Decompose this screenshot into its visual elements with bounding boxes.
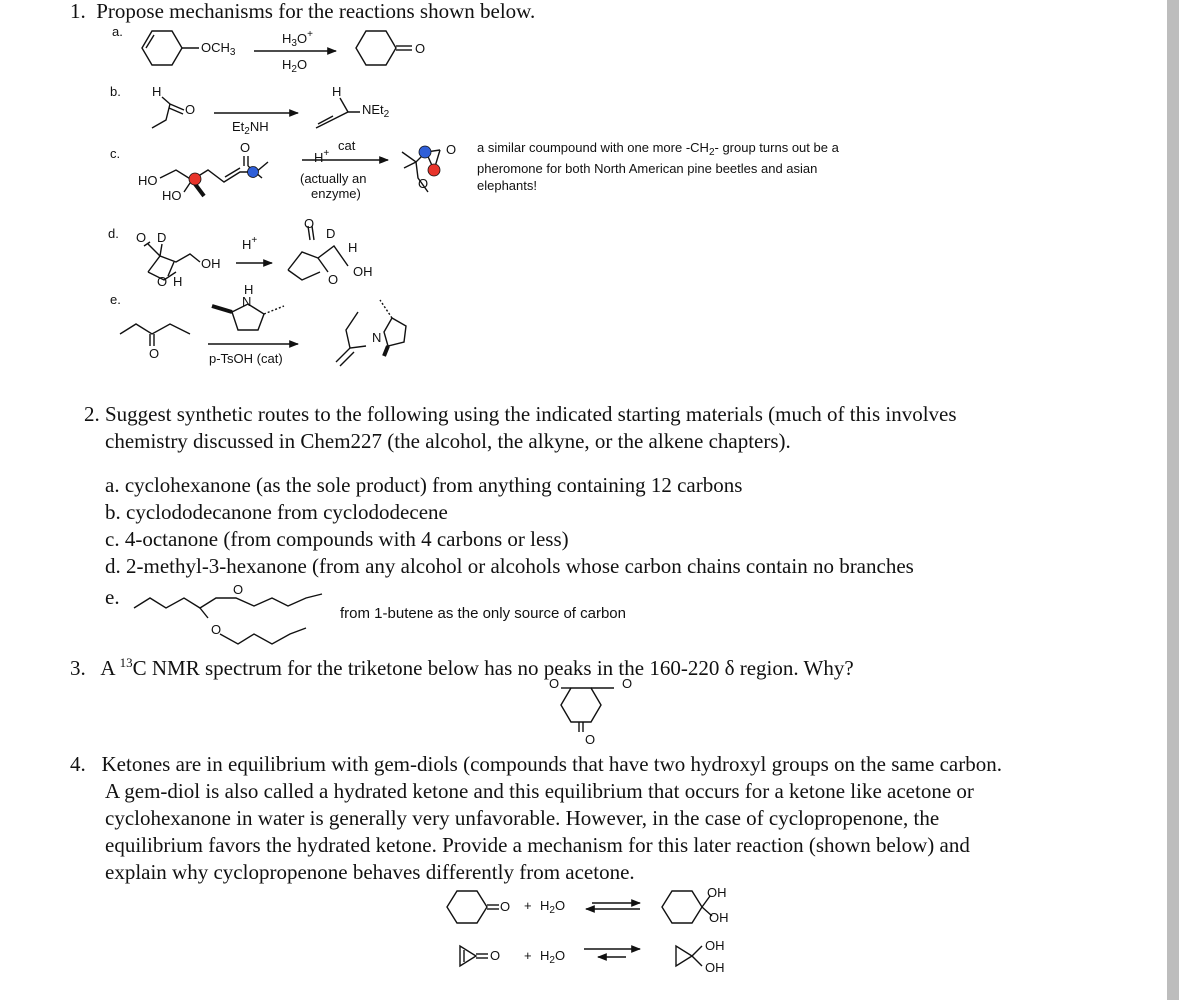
q2-item-b: b. cyclododecanone from cyclododecene xyxy=(105,500,448,524)
q1b-reactant-o: O xyxy=(185,102,196,117)
q4-line-3: cyclohexanone in water is generally very unfavorable. However, in the case of cyclopropenone, the xyxy=(105,806,940,830)
q2-item-d: d. 2-methyl-3-hexanone (from any alcohol or alcohols whose carbon chains contain no branches xyxy=(105,554,914,578)
q1d-product-h: H xyxy=(348,240,358,255)
q4-eq1-o: O xyxy=(500,899,511,914)
q2e-structure xyxy=(134,594,322,644)
q1b-product-structure xyxy=(316,98,360,128)
q4-eq2-diol-structure xyxy=(676,946,702,966)
q1a-product-structure xyxy=(356,31,412,65)
q4-eq1-water: $H_2O$ xyxy=(540,898,566,916)
q4-line-5: explain why cyclopropenone behaves differently from acetone. xyxy=(105,860,635,884)
q1b-reagent: $Et_2NH$ xyxy=(232,119,269,137)
q1a-reagent-top: $H_3O^+$ xyxy=(282,29,313,49)
q4-eq2-oh-2: OH xyxy=(705,960,725,975)
q1d-oh: OH xyxy=(201,256,221,271)
q4-eq1-plus: + xyxy=(524,898,532,913)
q3-o-bottom: O xyxy=(585,732,596,747)
q4-eq1-arrows xyxy=(586,903,640,909)
q1a-reactant-structure xyxy=(142,31,199,65)
q1e-reagent: p-TsOH (cat) xyxy=(209,351,283,366)
q2e-ether-o: O xyxy=(211,622,222,637)
q3-heading: 3. A $^{13}$C NMR spectrum for the triketone below has no peaks in the 160-220 δ region. Why? xyxy=(70,655,854,680)
q2-item-c: c. 4-octanone (from compounds with 4 carbons or less) xyxy=(105,527,569,551)
q4-eq2-o: O xyxy=(490,948,501,963)
q3-text: C NMR spectrum for the triketone below has no peaks in the 160-220 δ region. Why? xyxy=(132,656,854,680)
q1-title: Propose mechanisms for the reactions shown below. xyxy=(96,0,536,23)
q1e-amine-h: H xyxy=(244,282,254,297)
q1c-catalyst-h: H+ xyxy=(314,148,330,165)
q4-eq2-plus: + xyxy=(524,948,532,963)
q1a-reagent-bottom: $H_2O$ xyxy=(282,57,308,75)
q1c-ho-1: HO xyxy=(138,173,158,188)
q1-number: 1. xyxy=(70,0,86,23)
q4-eq2-arrows xyxy=(584,949,640,957)
q3-isotope: 13 xyxy=(119,655,133,670)
q1e-product-structure xyxy=(336,300,406,366)
q2e-note: from 1-butene as the only source of carbon xyxy=(340,605,626,622)
q1c-product-o1: O xyxy=(446,142,457,157)
q4-eq1-ketone-structure xyxy=(447,891,499,923)
scrollbar[interactable] xyxy=(1167,0,1179,1000)
q4-line-4: equilibrium favors the hydrated ketone. Provide a mechanism for this later reaction (shown below) and xyxy=(105,833,970,857)
q2-title-2: chemistry discussed in Chem227 (the alcohol, the alkyne, or the alkene chapters). xyxy=(105,429,791,453)
q1d-h-ring: H xyxy=(173,274,183,289)
q4-eq2-ketone-structure xyxy=(460,946,488,966)
q1d-product-d: D xyxy=(326,226,336,241)
q1d-product-oh: OH xyxy=(353,264,373,279)
q1b-product-h: H xyxy=(332,84,342,99)
q1a-label: a. xyxy=(112,24,123,39)
q1c-catalyst: cat xyxy=(338,138,356,153)
q4-eq2-oh-1: OH xyxy=(705,938,725,953)
q1b-product-group: NEt$_2$ xyxy=(362,102,390,120)
q1e-amine-structure xyxy=(212,304,284,330)
q1b-reactant-structure xyxy=(152,97,184,128)
q1c-note-2: enzyme) xyxy=(311,186,361,201)
q3-triketone-structure xyxy=(561,688,614,732)
q1b-reactant-h: H xyxy=(152,84,162,99)
q1d-o-ring: O xyxy=(157,274,168,289)
q3-o-left: O xyxy=(549,676,560,691)
q1d-d-top: D xyxy=(157,230,167,245)
q1d-o-top: O xyxy=(136,230,147,245)
q1a-reactant-group: $OCH_3$ xyxy=(201,40,236,58)
q1c-ketone-o: O xyxy=(240,140,251,155)
q1c-note-1: (actually an xyxy=(300,171,367,186)
q2-item-a: a. cyclohexanone (as the sole product) from anything containing 12 carbons xyxy=(105,473,743,497)
q1d-product-structure xyxy=(288,226,348,280)
q1c-product-structure xyxy=(402,146,440,192)
q1d-label: d. xyxy=(108,226,119,241)
q1c-ho-2: HO xyxy=(162,188,182,203)
q1c-comment-line-2: pheromone for both North American pine beetles and asian xyxy=(477,161,818,176)
q1a-product-oxygen: O xyxy=(415,41,426,56)
q1c-comment-line-3: elephants! xyxy=(477,178,537,193)
q1d-reactant-structure xyxy=(144,242,200,280)
q3-o-right: O xyxy=(622,676,633,691)
q4-eq1-oh-2: OH xyxy=(709,910,729,925)
q1e-ketone-o: O xyxy=(149,346,160,361)
q4-eq1-oh-1: OH xyxy=(707,885,727,900)
q1e-ketone-structure xyxy=(120,324,190,346)
q1c-product-o2: O xyxy=(418,176,429,191)
q4-heading-line-1: 4. Ketones are in equilibrium with gem-diols (compounds that have two hydroxyl groups on the same carbon. xyxy=(70,752,1002,776)
q1c-label: c. xyxy=(110,146,121,161)
q1c-reactant-structure xyxy=(160,156,268,196)
q1e-product-n: N xyxy=(372,330,382,345)
q4-line-2: A gem-diol is also called a hydrated ketone and this equilibrium that occurs for a ketone like acetone or xyxy=(105,779,974,803)
q2-number: 2. xyxy=(84,402,100,426)
q1b-label: b. xyxy=(110,84,121,99)
q1d-product-o: O xyxy=(304,216,315,231)
q2-title-1: Suggest synthetic routes to the following using the indicated starting materials (much of this involves xyxy=(105,402,957,426)
q1c-comment-line-1: a similar coumpound with one more $-CH_2-$ group turns out be a xyxy=(477,140,839,158)
q1d-product-o-ring: O xyxy=(328,272,339,287)
q2e-ketone-o: O xyxy=(233,582,244,597)
q1d-acid: H+ xyxy=(242,235,258,252)
q4-number: 4. xyxy=(70,752,86,776)
q1e-amine-n: N xyxy=(242,294,252,309)
q4-eq1-diol-structure xyxy=(662,891,712,923)
q2-item-e-label: e. xyxy=(105,585,120,609)
q3-number: 3. xyxy=(70,656,86,680)
q4-eq2-water: $H_2O$ xyxy=(540,948,566,966)
q1e-label: e. xyxy=(110,292,121,307)
